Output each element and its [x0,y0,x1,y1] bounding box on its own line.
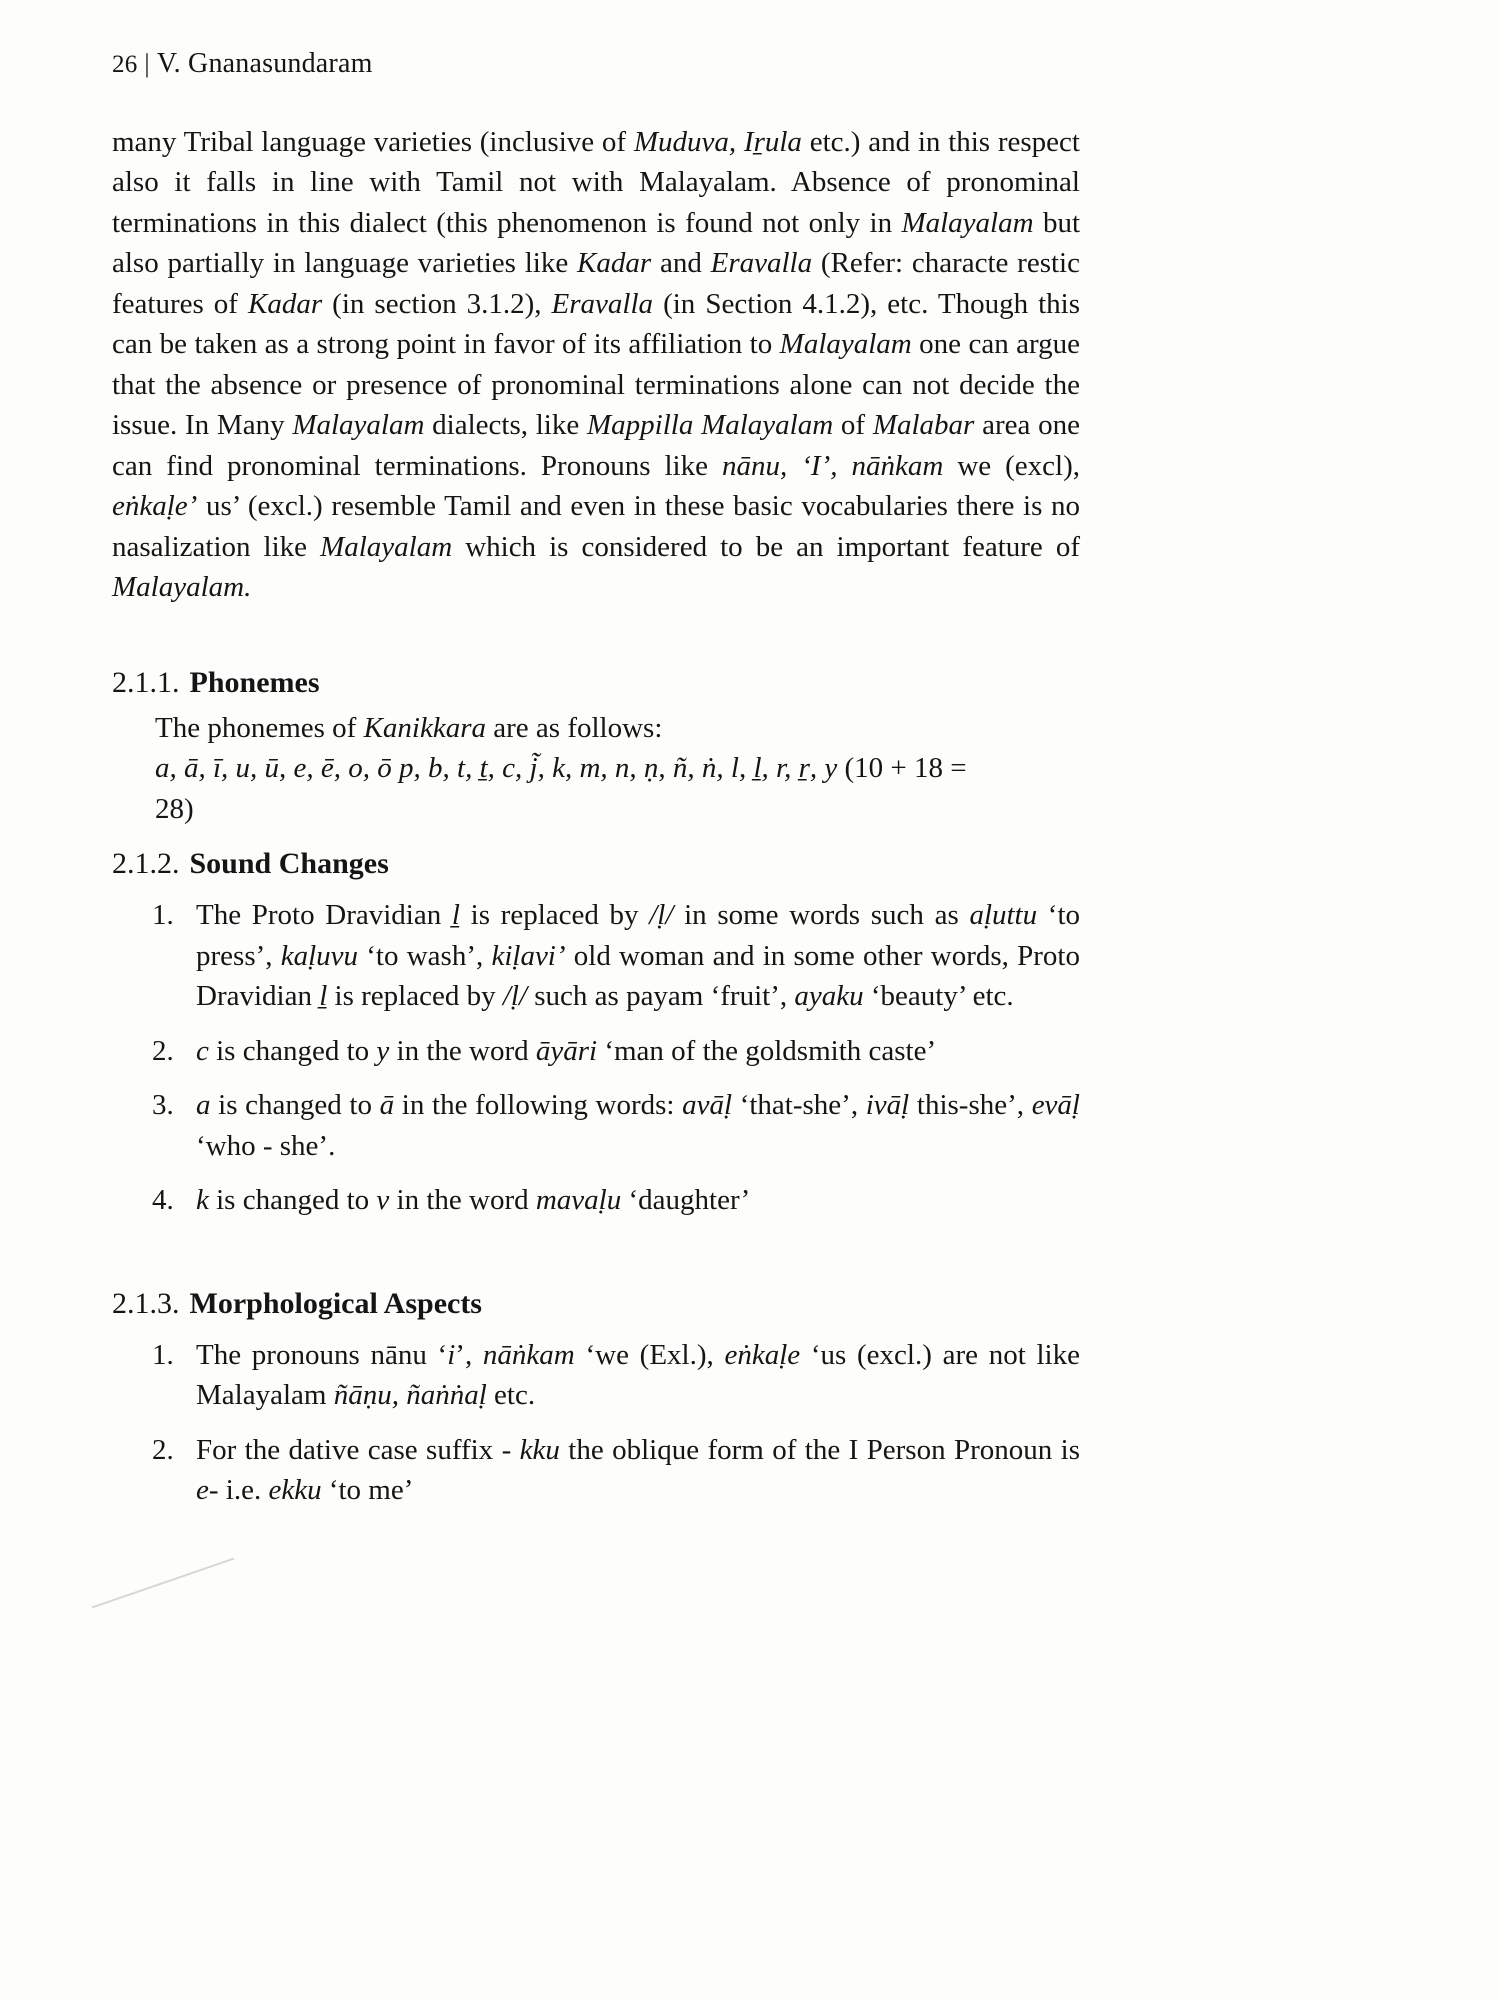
section-title-morphological: Morphological Aspects [189,1286,482,1320]
page-content [112,44,1080,1525]
morphological-list [112,1335,1080,1511]
morphological-item-1 [112,1335,1080,1416]
list-item-text: k is changed to v in the word mavaḷu ‘daughter’ [196,1184,751,1216]
author-name: V. Gnanasundaram [156,48,373,79]
section-heading-phonemes [112,662,1080,704]
sound-change-item-4 [112,1180,1080,1221]
page-header [112,44,1080,86]
phoneme-inventory-line1: a, ā, ī, u, ū, e, ē, o, ō p, b, t, ṯ, c, j̃, k, m, n, ṇ, ñ, ṅ, l, ḻ, r, ṟ, y (10 + 18 = [155,752,967,784]
phonemes-intro-line: The phonemes of Kanikkara are as follows: [155,711,663,744]
list-number: 4. [152,1184,174,1216]
morphological-item-2 [112,1430,1080,1511]
list-number: 1. [152,1338,174,1371]
list-item-text: The Proto Dravidian ḻ is replaced by /ḷ/ in some words such as aḷuttu ‘to press’, kaḷuvu ‘to wash’, kiḷavi’ old woman and in some other words, Proto Dravidian ḻ is replaced by /ḷ/ such as payam ‘fruit’, ayaku ‘beauty’ etc. [196,899,1080,1012]
phoneme-inventory-line2: 28) [155,792,194,825]
section-heading-morphological [112,1283,1080,1325]
section-heading-sound-changes [112,843,1080,885]
sound-change-item-1 [112,895,1080,1017]
list-item-text: a is changed to ā in the following words: avāḷ ‘that-she’, ivāḷ this-she’, evāḷ ‘who - she’. [196,1089,1080,1162]
list-item-text: c is changed to y in the word āyāri ‘man of the goldsmith caste’ [196,1034,937,1067]
list-number: 3. [152,1089,174,1121]
sound-change-item-2 [112,1031,1080,1072]
list-item-text: The pronouns nānu ‘i’, nāṅkam ‘we (Exl.), eṅkaḷe ‘us (excl.) are not like Malayalam ñāṇu, ñaṅṅaḷ etc. [196,1338,1080,1411]
section-number-phonemes: 2.1.1. [112,665,180,699]
page-number: 26 [112,51,138,78]
section-title-sound-changes: Sound Changes [189,847,389,880]
list-number: 2. [152,1433,174,1466]
section-title-phonemes: Phonemes [189,665,320,699]
sound-changes-list [112,895,1080,1221]
list-number: 2. [152,1034,174,1067]
scan-artifact-line [92,1558,234,1609]
list-item-text: For the dative case suffix - kku the oblique form of the I Person Pronoun is e- i.e. ekku ‘to me’ [196,1433,1081,1506]
header-separator: | [144,49,150,78]
list-number: 1. [152,899,174,931]
sound-change-item-3 [112,1085,1080,1166]
intro-paragraph: many Tribal language varieties (inclusive of Muduva, Iṟula etc.) and in this respect also it falls in line with Tamil not with Malayalam. Absence of pronominal terminations in this dialect (this phenomenon is found not only in Malayalam but also partially in language varieties like Kadar and Eravalla (Refer: characte restic features of Kadar (in section 3.1.2), Eravalla (in Section 4.1.2), etc. Though this can be taken as a strong point in favor of its affiliation to Malayalam one can argue that the absence or presence of pronominal terminations alone can not decide the issue. In Many Malayalam dialects, like Mappilla Malayalam of Malabar area one can find pronominal terminations. Pronouns like nānu, ‘I’, nāṅkam we (excl), eṅkaḷe’ us’ (excl.) resemble Tamil and even in these basic vocabularies there is no nasalization like Malayalam which is considered to be an important feature of Malayalam. [112,125,1081,603]
section-number-morphological: 2.1.3. [112,1286,180,1320]
section-number-sound-changes: 2.1.2. [112,847,180,880]
